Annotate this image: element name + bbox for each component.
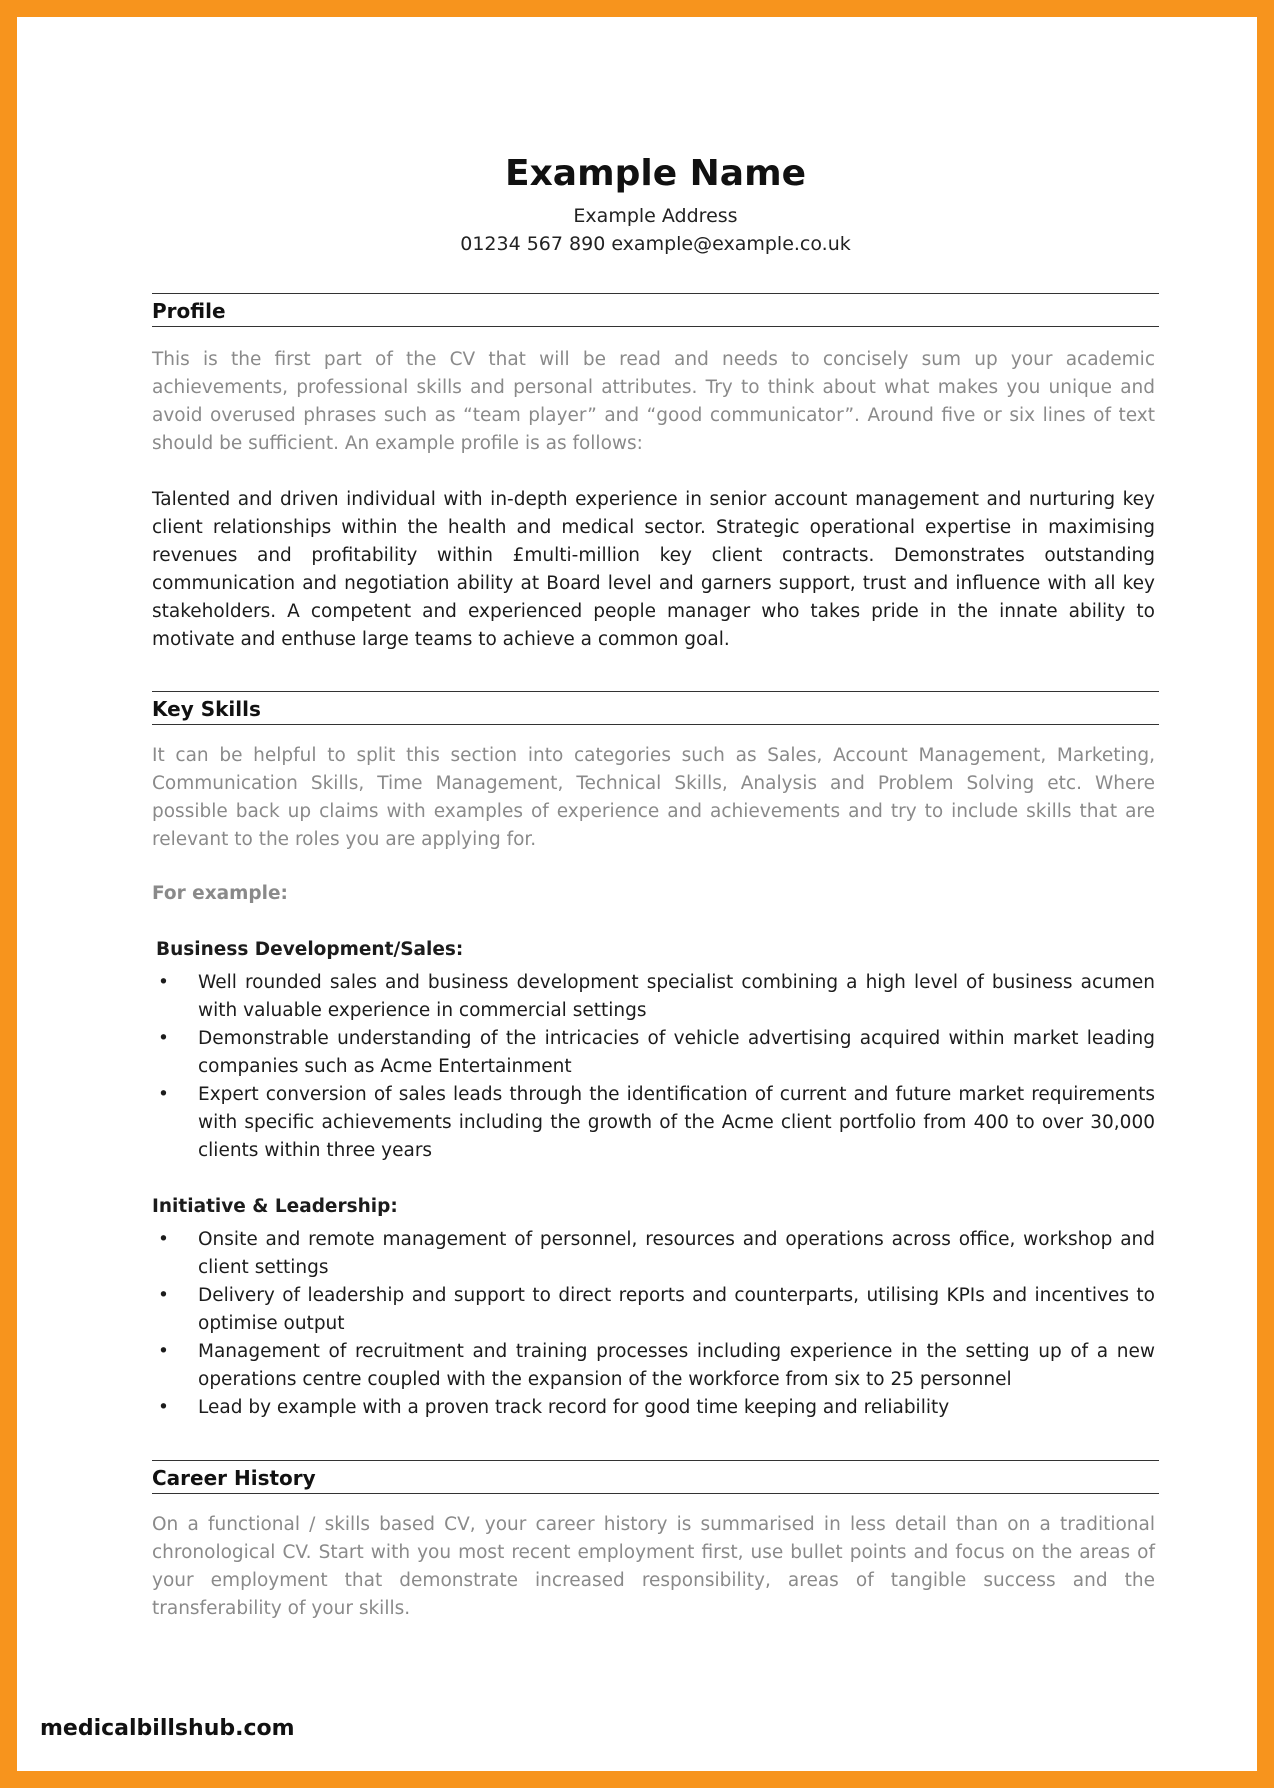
skill-group-heading: Business Development/Sales: (156, 939, 464, 960)
profile-guidance: This is the first part of the CV that will be read and needs to concisely sum up your academic achievements, professional skills and personal attributes. Try to think about what makes you unique and avoid overused phrases such as “team player” and “good communicator”. Around five or six lines of text should be sufficient. An example profile is as follows: (152, 349, 1155, 454)
list-item: • Delivery of leadership and support to direct reports and counterparts, utilising KPIs and incentives to optimise output (152, 1282, 1155, 1338)
list-item: • Onsite and remote management of personnel, resources and operations across office, workshop and client settings (152, 1226, 1155, 1282)
candidate-name: Example Name (504, 153, 807, 194)
candidate-address: Example Address (573, 205, 738, 227)
career-history-section-header (152, 1460, 1159, 1494)
profile-section-header (152, 293, 1159, 327)
skill-group-list (152, 1226, 1155, 1422)
key-skills-section-header (152, 691, 1159, 725)
skill-group-heading: Initiative & Leadership: (152, 1196, 398, 1217)
footer-site-watermark: medicalbillshub.com (40, 1716, 295, 1741)
career-history-guidance: On a functional / skills based CV, your career history is summarised in less detail than on a traditional chronological CV. Start with you most recent employment first, use bullet points and focus on the areas of your employment that demonstrate increased responsibility, areas of tangible success and the transferability of your skills. (152, 1514, 1155, 1619)
skill-group-list (152, 969, 1155, 1165)
key-skills-guidance: It can be helpful to split this section into categories such as Sales, Account Management, Marketing, Communication Skills, Time Management, Technical Skills, Analysis and Problem Solving etc. Where possible back up claims with examples of experience and achievements and try to include skills that are relevant to the roles you are applying for. (152, 745, 1155, 850)
list-item: • Demonstrable understanding of the intricacies of vehicle advertising acquired within market leading companies such as Acme Entertainment (152, 1025, 1155, 1081)
profile-title: Profile (152, 299, 226, 323)
career-history-title: Career History (152, 1466, 316, 1490)
key-skills-title: Key Skills (152, 697, 261, 721)
list-item: • Expert conversion of sales leads through the identification of current and future market requirements with specific achievements including the growth of the Acme client portfolio from 400 to over 30,000 clients within three years (152, 1081, 1155, 1165)
list-item: • Lead by example with a proven track record for good time keeping and reliability (152, 1394, 1155, 1422)
profile-example: Talented and driven individual with in-depth experience in senior account management and nurturing key client relationships within the health and medical sector. Strategic operational expertise in maximising revenues and profitability within £multi-million key client contracts. Demonstrates outstanding communication and negotiation ability at Board level and garners support, trust and influence with all key stakeholders. A competent and experienced people manager who takes pride in the innate ability to motivate and enthuse large teams to achieve a common goal. (152, 489, 1155, 650)
candidate-contact: 01234 567 890 example@example.co.uk (460, 233, 851, 255)
list-item: • Management of recruitment and training processes including experience in the setting up of a new operations centre coupled with the expansion of the workforce from six to 25 personnel (152, 1338, 1155, 1394)
list-item: • Well rounded sales and business development specialist combining a high level of business acumen with valuable experience in commercial settings (152, 969, 1155, 1025)
for-example-label: For example: (152, 883, 288, 904)
